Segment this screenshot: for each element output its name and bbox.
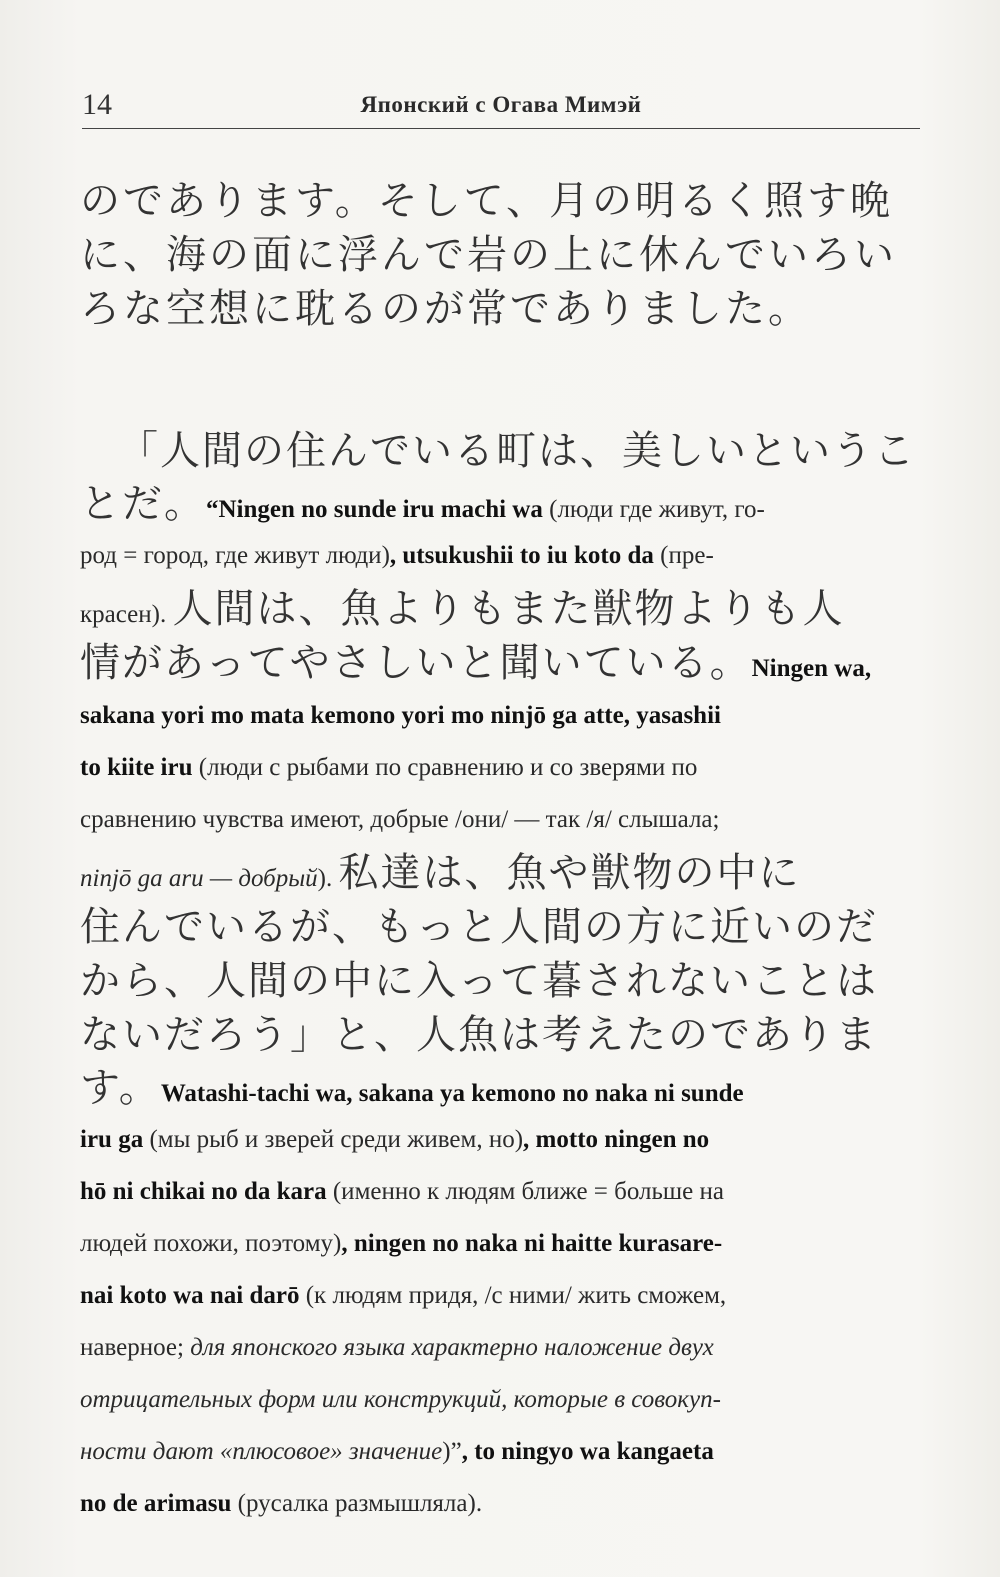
text-line — [80, 424, 925, 478]
romaji-text: Watashi-tachi wa, sakana ya kemono no naka ni sunde — [160, 1080, 744, 1107]
text-line — [80, 530, 925, 582]
translation-text: (к людям придя, /с ними/ жить сможем, — [299, 1282, 727, 1309]
romaji-text: hō ni chikai no da kara — [80, 1178, 327, 1205]
intro-japanese-paragraph — [80, 174, 925, 336]
romaji-text: to kiite iru — [80, 754, 193, 781]
romaji-text: , ningen no naka ni haitte kurasare- — [341, 1230, 723, 1257]
jp-line: ろな空想に耽るのが常でありました。 — [80, 286, 811, 332]
translation-text: род = город, где живут люди) — [80, 542, 390, 569]
romaji-text: “Ningen no sunde iru machi wa — [206, 496, 543, 523]
page-header — [82, 88, 920, 129]
text-line — [80, 1270, 925, 1322]
japanese-text: 私達は、魚や獣物の中に — [338, 850, 801, 896]
romaji-text: , utsukushii to iu koto da — [389, 542, 654, 569]
text-line — [80, 478, 925, 530]
text-line — [80, 1062, 925, 1114]
running-title: Японский с Огава Мимэй — [360, 92, 642, 117]
text-line — [80, 1218, 925, 1270]
translation-text: сравнению чувства имеют, добрые /они/ — так /я/ слышала; — [80, 806, 720, 833]
romaji-text: iru ga — [80, 1126, 144, 1153]
note-text: для японского языка характерно наложение двух — [190, 1334, 714, 1361]
text-line — [80, 690, 925, 742]
text-line — [80, 582, 925, 636]
jp-line: に、海の面に浮んで岩の上に休んでいろい — [80, 232, 897, 278]
text-line — [80, 1478, 925, 1530]
romaji-text: Ningen wa, — [751, 655, 872, 682]
translation-text: красен). — [80, 601, 173, 628]
translation-text: (люди где живут, го- — [542, 496, 765, 523]
romaji-text: , to ningyo wa kangaeta — [461, 1438, 714, 1465]
translation-text: (пре- — [653, 542, 714, 569]
translation-text: людей похожи, поэтому) — [80, 1230, 342, 1257]
text-line — [80, 1008, 925, 1062]
text-line — [80, 1374, 925, 1426]
note-text: ninjō ga aru — добрый — [80, 865, 318, 892]
text-line — [80, 636, 925, 690]
japanese-text: 人間は、魚よりもまた獣物よりも人 — [172, 586, 845, 632]
japanese-text: 「人間の住んでいる町は、美しいというこ — [118, 428, 916, 474]
page-number: 14 — [82, 88, 112, 121]
annotated-paragraph — [80, 424, 925, 1530]
japanese-text: 住んでいるが、もっと人間の方に近いのだ — [80, 904, 878, 950]
japanese-text: 情があってやさしいと聞いている。 — [80, 640, 752, 686]
jp-line: のであります。そして、月の明るく照す晩 — [80, 178, 893, 224]
japanese-text: す。 — [80, 1065, 161, 1111]
note-text: ности дают «плюсовое» значение — [80, 1438, 443, 1465]
romaji-text: nai koto wa nai darō — [80, 1282, 300, 1309]
translation-text: (люди с рыбами по сравнению и со зверями по — [192, 754, 698, 781]
translation-text: )” — [442, 1438, 462, 1465]
text-line — [80, 900, 925, 954]
text-line — [80, 794, 925, 846]
romaji-text: sakana yori mo mata kemono yori mo ninjō ga atte, yasashii — [80, 702, 721, 729]
translation-text: (мы рыб и зверей среди живем, но) — [143, 1126, 524, 1153]
romaji-text: no de arimasu — [80, 1490, 232, 1517]
text-line — [80, 1322, 925, 1374]
text-line — [80, 954, 925, 1008]
translation-text: наверное; — [80, 1334, 191, 1361]
translation-text: (русалка размышляла). — [231, 1490, 483, 1517]
text-line — [80, 742, 925, 794]
romaji-text: , motto ningen no — [523, 1126, 710, 1153]
translation-text: (именно к людям ближе = больше на — [326, 1178, 724, 1205]
text-line — [80, 1114, 925, 1166]
japanese-text: とだ。 — [80, 481, 206, 527]
translation-text: ). — [317, 865, 339, 892]
text-line — [80, 846, 925, 900]
text-line — [80, 1426, 925, 1478]
note-text: отрицательных форм или конструкций, которые в совокуп- — [80, 1386, 721, 1413]
text-line — [80, 1166, 925, 1218]
japanese-text: ないだろう」と、人魚は考えたのでありま — [80, 1012, 878, 1058]
japanese-text: から、人間の中に入って暮されないことは — [80, 958, 878, 1004]
